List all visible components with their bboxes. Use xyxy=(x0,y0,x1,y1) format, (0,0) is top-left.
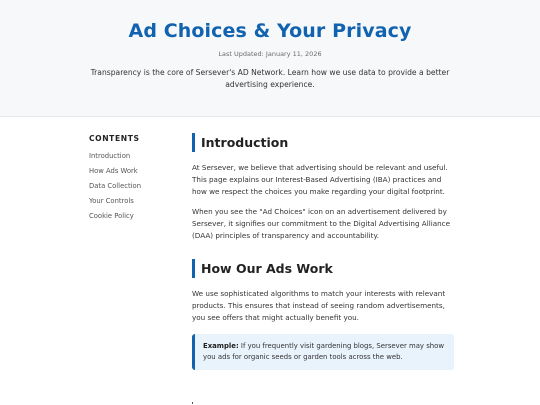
toc-link-how-ads-work[interactable]: How Ads Work xyxy=(89,167,138,175)
toc-link-your-controls[interactable]: Your Controls xyxy=(89,197,134,205)
page-title: Ad Choices & Your Privacy xyxy=(128,20,412,42)
section-how-ads-work xyxy=(192,259,454,370)
how-paragraph-1: We use sophisticated algorithms to match your interests with relevant products. This ensures that instead of seeing random advertisements, you see offers that might actually benefit you. xyxy=(192,289,446,322)
toc-heading: CONTENTS xyxy=(89,134,140,143)
next-section-edge xyxy=(192,402,193,404)
page-tagline: Transparency is the core of Sersever's AD Network. Learn how we use data to provide a better advertising experience. xyxy=(90,68,450,89)
toc-link-data-collection[interactable]: Data Collection xyxy=(89,182,142,190)
main-content xyxy=(192,133,454,370)
content-area xyxy=(0,117,540,405)
intro-paragraph-1: At Sersever, we believe that advertising should be relevant and useful. This page explains our Interest-Based Advertising (IBA) practices and how we respect the choices you make regarding your digital footprint. xyxy=(192,163,448,196)
toc-list xyxy=(89,152,179,221)
example-text: If you frequently visit gardening blogs, Sersever may show you ads for organic seeds or garden tools across the web. xyxy=(203,342,445,361)
intro-paragraph-2: When you see the "Ad Choices" icon on an advertisement delivered by Sersever, it signifies our commitment to the Digital Advertising Alliance (DAA) principles of transparency and accountability. xyxy=(192,207,451,240)
toc-link-introduction[interactable]: Introduction xyxy=(89,152,131,160)
table-of-contents xyxy=(89,134,179,227)
toc-link-cookie-policy[interactable]: Cookie Policy xyxy=(89,212,134,220)
example-label: Example: xyxy=(203,342,239,350)
section-title-introduction: Introduction xyxy=(192,133,454,152)
last-updated: Last Updated: January 11, 2026 xyxy=(218,50,322,58)
example-callout xyxy=(192,334,454,370)
section-introduction xyxy=(192,133,454,242)
page-header xyxy=(0,0,540,117)
section-title-how-ads-work: How Our Ads Work xyxy=(192,259,454,278)
